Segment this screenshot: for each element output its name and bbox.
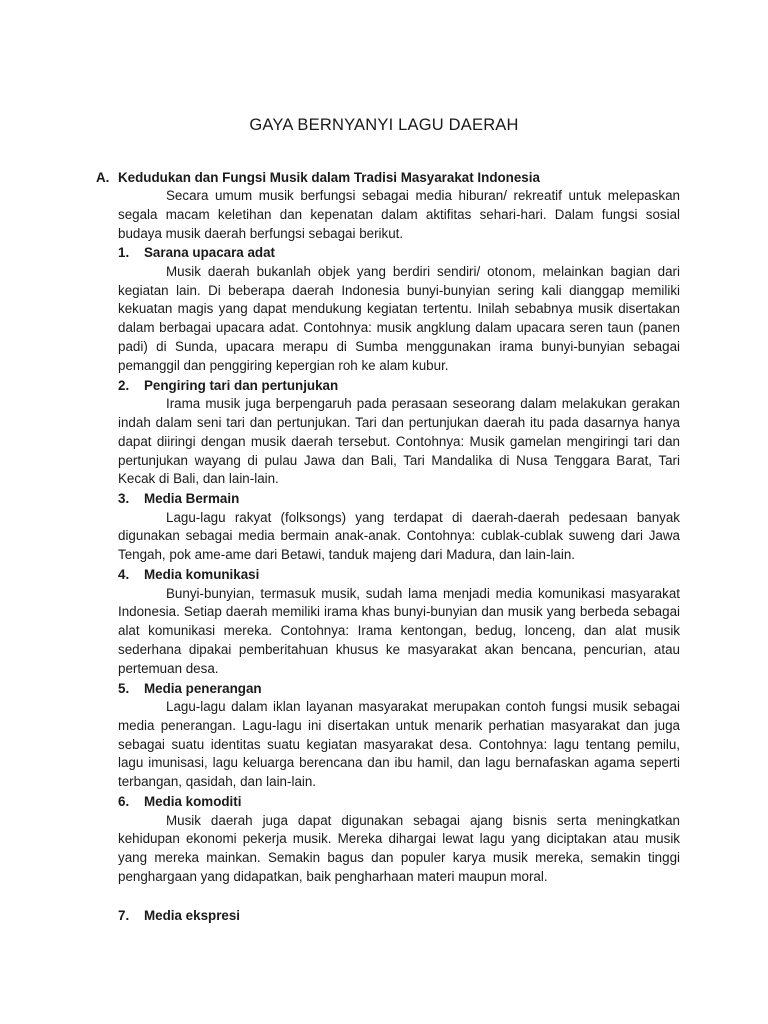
item-title: Pengiring tari dan pertunjukan [144, 377, 339, 393]
item-heading [118, 906, 680, 926]
item-heading [118, 565, 680, 585]
list-item [96, 565, 680, 678]
item-number: 7. [118, 907, 130, 923]
item-number: 3. [118, 491, 130, 507]
item-title: Media komunikasi [144, 567, 260, 583]
item-text: Musik daerah bukanlah objek yang berdiri sendiri/ otonom, melainkan bagian dari kegiatan lain. Di beberapa daerah Indonesia bunyi-bunyian sering kali dianggap memiliki kekuatan magis yang dapat mendukung kegiatan tertentu. Inilah sebabnya musik disertakan dalam berbagai upacara adat. Contohnya: musik angklung dalam upacara seren taun (panen padi) di Sunda, upacara merapu di Sumba menggunakan irama bunyi-bunyian sebagai pemanggil dan penggiring kepergian roh ke alam kubur. [118, 263, 680, 373]
item-number: 5. [118, 680, 130, 696]
list-item [96, 792, 680, 887]
item-title: Media penerangan [144, 680, 262, 696]
item-text: Musik daerah juga dapat digunakan sebagai ajang bisnis serta meningkatkan kehidupan ekonomi pekerja musik. Mereka dihargai lewat lagu yang diciptakan atau musik yang mereka mainkan. Semakin bagus dan populer karya musik mereka, semakin tinggi penghargaan yang didapatkan, baik pengharhaan materi maupun moral. [118, 812, 680, 884]
section-intro: Secara umum musik berfungsi sebagai media hiburan/ rekreatif untuk melepaskan segala macam keletihan dan kepenatan dalam aktifitas sehari-hari. Dalam fungsi sosial budaya musik daerah berfungsi sebagai berikut. [118, 188, 680, 241]
section-heading-text: Kedudukan dan Fungsi Musik dalam Tradisi Masyarakat Indonesia [118, 170, 540, 185]
document-title: GAYA BERNYANYI LAGU DAERAH [249, 116, 519, 134]
item-text: Irama musik juga berpengaruh pada perasaan seseorang dalam melakukan gerakan indah dalam seni tari dan pertunjukan. Tari dan pertunjukan daerah itu pada dasarnya hanya dapat diiringi dengan musik daerah tersebut. Contohnya: Musik gamelan mengiringi tari dan pertunjukan wayang di pulau Jawa dan Bali, Tari Mandalika di Nusa Tenggara Barat, Tari Kecak di Bali, dan lain-lain. [118, 396, 680, 487]
list-item [96, 489, 680, 565]
list-item [96, 906, 680, 926]
item-heading [118, 243, 680, 263]
item-number: 1. [118, 245, 130, 261]
list-item [96, 679, 680, 792]
section-heading [96, 168, 680, 187]
item-heading [118, 489, 680, 509]
item-number: 6. [118, 794, 130, 810]
list-item [96, 243, 680, 375]
item-heading [118, 792, 680, 812]
item-heading [118, 376, 680, 396]
item-number: 2. [118, 377, 130, 393]
item-text: Bunyi-bunyian, termasuk musik, sudah lama menjadi media komunikasi masyarakat Indonesia. Setiap daerah memiliki irama khas bunyi-bunyian dan musik yang berbeda sebagai alat komunikasi mereka. Contohnya: Irama kentongan, bedug, lonceng, dan alat musik sederhana dipakai pemberitahuan khusus ke masyarakat akan bencana, pencurian, atau pertemuan desa. [118, 585, 680, 676]
list-item [96, 376, 680, 489]
item-text: Lagu-lagu dalam iklan layanan masyarakat merupakan contoh fungsi musik sebagai media penerangan. Lagu-lagu ini disertakan untuk menarik perhatian masyarakat dan juga sebagai suatu identitas suatu kegiatan masyarakat desa. Contohnya: lagu tentang pemilu, lagu imunisasi, lagu keluarga berencana dan ibu hamil, dan lagu bernafaskan agama seperti terbangan, qasidah, dan lain-lain. [118, 699, 680, 790]
item-title: Media komoditi [144, 794, 242, 810]
item-title: Sarana upacara adat [144, 245, 275, 261]
item-heading [118, 679, 680, 699]
item-number: 4. [118, 567, 130, 583]
section-a [96, 168, 680, 925]
section-letter: A. [96, 170, 110, 185]
item-title: Media Bermain [144, 491, 240, 507]
item-text: Lagu-lagu rakyat (folksongs) yang terdapat di daerah-daerah pedesaan banyak digunakan sebagai media bermain anak-anak. Contohnya: cublak-cublak suweng dari Jawa Tengah, pok ame-ame dari Betawi, tanduk majeng dari Madura, dan lain-lain. [118, 509, 680, 563]
item-title: Media ekspresi [144, 907, 241, 923]
